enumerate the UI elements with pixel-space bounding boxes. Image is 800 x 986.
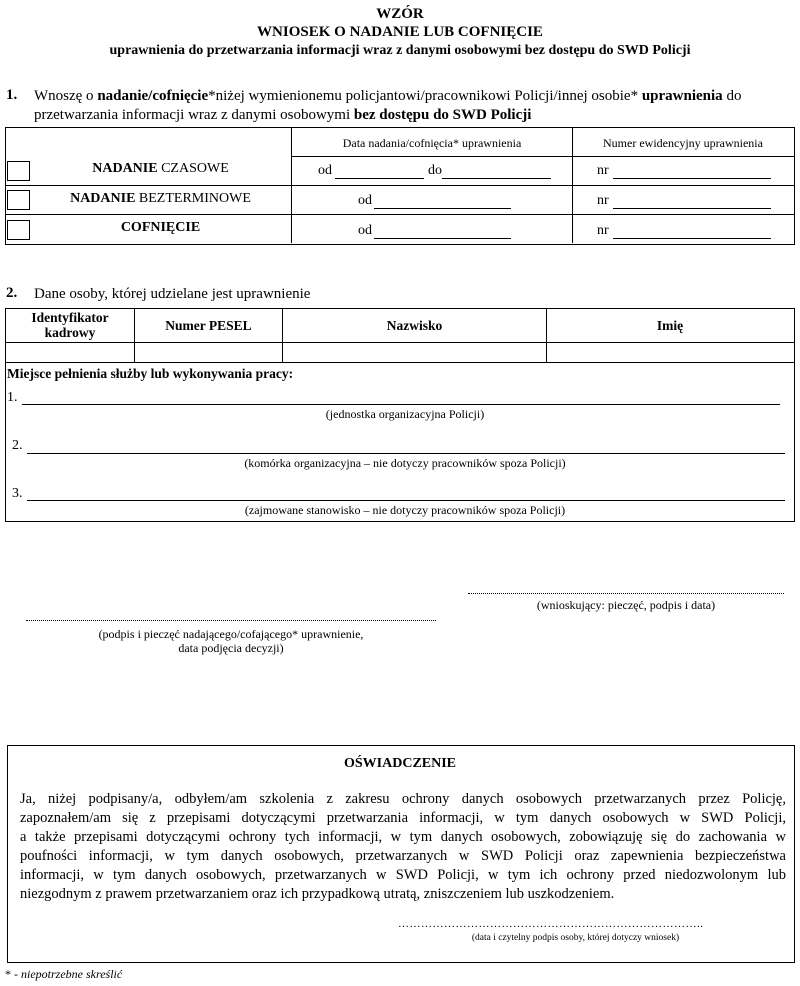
position-field[interactable]: [27, 500, 785, 501]
surname-field[interactable]: [283, 343, 546, 362]
column-header-number: Numer ewidencyjny uprawnienia: [603, 136, 763, 150]
number-field[interactable]: [613, 208, 771, 209]
organizational-unit-caption: (jednostka organizacyjna Policji): [325, 407, 485, 421]
date-from-label: od: [358, 223, 372, 238]
footnote: * - niepotrzebne skreślić: [5, 967, 123, 981]
place-of-service-label: Miejsce pełnienia służby lub wykonywania pracy:: [7, 366, 294, 381]
applicant-signature-caption: (wnioskujący: pieczęć, podpis i data): [536, 598, 716, 612]
date-to-field[interactable]: [442, 178, 551, 179]
number-label: nr: [597, 193, 609, 208]
option-temporary-grant: NADANIE CZASOWE: [92, 161, 229, 176]
number-field[interactable]: [613, 238, 771, 239]
pesel-field[interactable]: [135, 343, 282, 362]
position-caption: (zajmowane stanowisko – nie dotyczy pracowników spoza Policji): [244, 503, 566, 517]
organizational-unit-field[interactable]: [22, 404, 780, 405]
column-header-first-name: Imię: [656, 318, 684, 333]
date-from-label: od: [318, 163, 332, 178]
section-2-number: 2.: [6, 285, 18, 301]
date-to-label: do: [428, 163, 442, 178]
declaration-title: OŚWIADCZENIE: [343, 756, 457, 771]
place-line-1-number: 1.: [7, 390, 18, 405]
checkbox-permanent-grant[interactable]: [7, 190, 30, 210]
date-from-field[interactable]: [374, 208, 511, 209]
grantor-signature-field[interactable]: [26, 620, 436, 621]
section-1-text-line2: przetwarzania informacji wraz z danymi osobowymi bez dostępu do SWD Policji: [34, 107, 532, 123]
first-name-field[interactable]: [547, 343, 793, 362]
document-subtitle: uprawnienia do przetwarzania informacji wraz z danymi osobowymi bez dostępu do SWD Policji: [109, 43, 691, 58]
document-title: WNIOSEK O NADANIE LUB COFNIĘCIE: [257, 24, 543, 40]
place-line-2-number: 2.: [12, 438, 23, 453]
applicant-signature-field[interactable]: [468, 593, 784, 594]
column-header-surname: Nazwisko: [386, 318, 443, 333]
place-line-3-number: 3.: [12, 486, 23, 501]
staff-id-field[interactable]: [6, 343, 134, 362]
declaration-signature-dots[interactable]: ……………………………………………………………………..: [398, 918, 704, 930]
option-permanent-grant: NADANIE BEZTERMINOWE: [70, 191, 251, 206]
grantor-signature-caption-1: (podpis i pieczęć nadającego/cofającego* uprawnienie,: [98, 627, 364, 641]
number-label: nr: [597, 163, 609, 178]
date-from-field[interactable]: [374, 238, 511, 239]
grantor-signature-caption-2: data podjęcia decyzji): [178, 641, 284, 655]
declaration-body: Ja, niżej podpisany/a, odbyłem/am szkolenia z zakresu ochrony danych osobowych przetwarzanych przez Policję, zapoznałem/am się z przepisami dotyczącymi przetwarzania informacji, w tym danych osobowych w SWD Policji, a także przepisami dotyczącymi ochrony tych informacji, w tym danych osobowych, zobowiązuję się do zachowania w poufności informacji, w tym danych osobowych, przetwarzanych w SWD Policji oraz zapewnienia bezpieczeństwa informacji, w tym danych osobowych, przetwarzanych w SWD Policji, w tym ich ochrony przed niedozwolonym lub niezgodnym z prawem przetwarzaniem oraz ich przypadkową utratą, zniszczeniem lub uszkodzeniem.: [20, 791, 786, 902]
number-field[interactable]: [613, 178, 771, 179]
checkbox-temporary-grant[interactable]: [7, 161, 30, 181]
column-header-date: Data nadania/cofnięcia* uprawnienia: [342, 136, 522, 150]
column-header-staff-id: Identyfikator kadrowy: [31, 310, 109, 340]
option-revocation: COFNIĘCIE: [120, 220, 201, 235]
declaration-signature-caption: (data i czytelny podpis osoby, której dotyczy wniosek): [471, 933, 680, 943]
checkbox-revocation[interactable]: [7, 220, 30, 240]
organizational-cell-field[interactable]: [27, 453, 785, 454]
section-2-text: Dane osoby, której udzielane jest uprawnienie: [34, 286, 311, 302]
document-label: WZÓR: [376, 6, 424, 22]
section-1-number: 1.: [6, 87, 18, 103]
date-from-field[interactable]: [335, 178, 424, 179]
number-label: nr: [597, 223, 609, 238]
section-1-text: Wnoszę o nadanie/cofnięcie*niżej wymienionemu policjantowi/pracownikowi Policji/innej osobie* uprawnienia do: [34, 88, 742, 104]
column-header-pesel: Numer PESEL: [165, 318, 252, 333]
organizational-cell-caption: (komórka organizacyjna – nie dotyczy pracowników spoza Policji): [244, 456, 566, 470]
date-from-label: od: [358, 193, 372, 208]
